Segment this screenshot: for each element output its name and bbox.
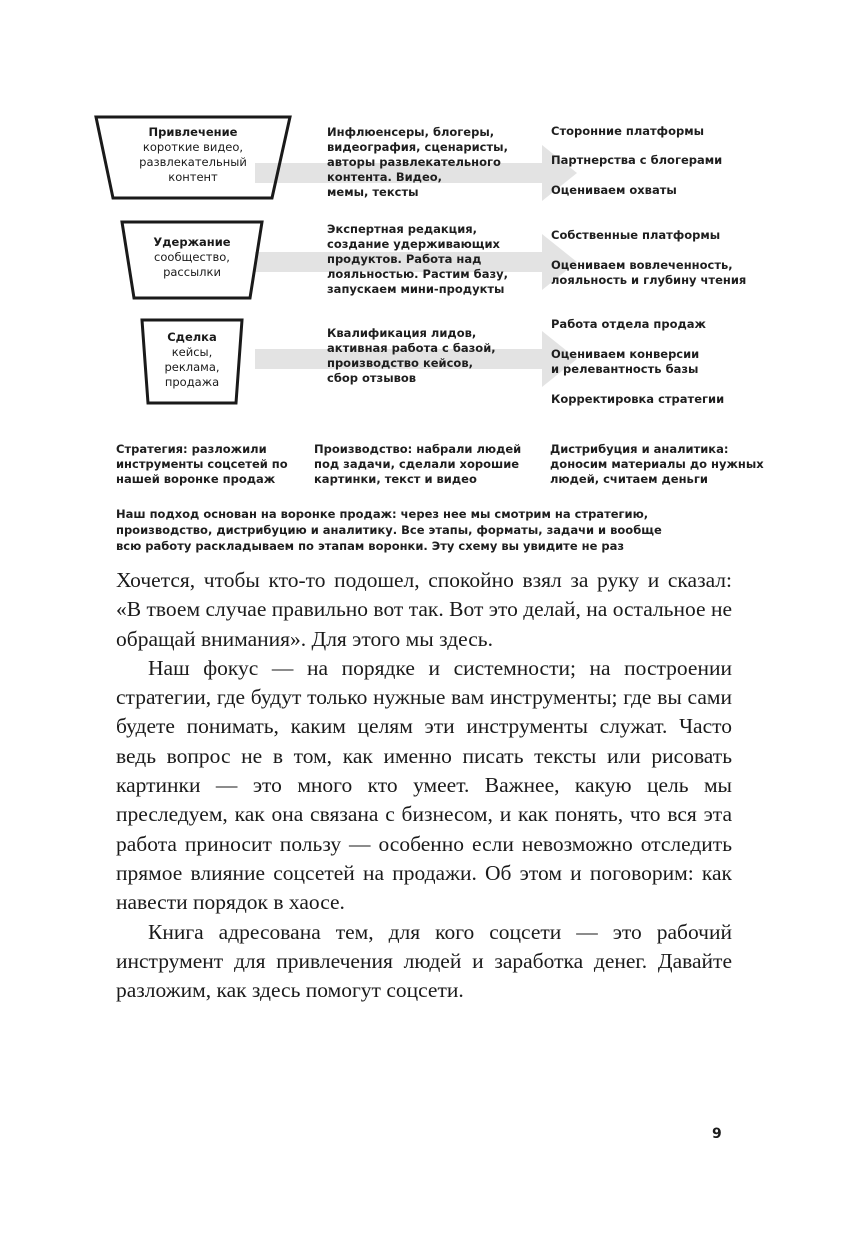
text-line: Экспертная редакция, (327, 222, 478, 236)
text-line: Инфлюенсеры, блогеры, (327, 125, 495, 139)
legend-text: доносим материалы до нужных (550, 457, 764, 471)
stage-3-distribution-item: Работа отдела продаж (551, 317, 706, 331)
stage-subtitle-line: рассылки (163, 265, 221, 279)
legend-production (314, 442, 521, 487)
paragraph: Книга адресована тем, для кого соцсети — это рабочий инструмент для привлечения людей и заработка денег. Давайте разложим, как здесь помогут соцсети. (116, 919, 732, 1003)
stage-title: Привлечение (148, 125, 238, 139)
stage-subtitle-line: сообщество, (154, 250, 230, 264)
stage-title: Сделка (167, 330, 217, 344)
caption-line: Наш подход основан на воронке продаж: через нее мы смотрим на стратегию, (116, 507, 649, 521)
text-line: активная работа с базой, (327, 341, 496, 355)
stage-subtitle-line: развлекательный (139, 155, 247, 169)
stage-1-production-text (327, 125, 508, 200)
legend-text: под задачи, сделали хорошие (314, 457, 520, 471)
paragraph: Наш фокус — на порядке и системности; на построении стратегии, где будут только нужные вам инструменты; где вы сами будете понимать, каким целям эти инструменты служат. Часто ведь вопрос не в том, как именно писать тексты или рисовать картинки — это много кто умеет. Важнее, какую цель мы преследуем, как она связана с бизнесом, и как понять, что вся эта работа приносит пользу — особенно если невозможно отследить прямое влияние соцсетей на продажи. Об этом и поговорим: как навести порядок в хаосе. (116, 655, 732, 915)
legend-text: разложили (191, 442, 267, 456)
body-text (116, 566, 732, 1005)
stage-subtitle-line: продажа (164, 375, 220, 389)
text-line: видеография, сценаристы, (327, 140, 508, 154)
text-line: лояльностью. Растим базу, (327, 267, 509, 281)
stage-2-production-text (327, 222, 508, 297)
caption-line: всю работу раскладываем по этапам воронки. Эту схему вы увидите не раз (116, 539, 625, 553)
stage-3-distribution-item: Корректировка стратегии (551, 392, 725, 406)
funnel-stage-3-label (148, 330, 236, 390)
stage-1-distribution-item: Сторонние платформы (551, 124, 705, 138)
legend-text: картинки, текст и видео (314, 472, 477, 486)
stage-subtitle-line: контент (168, 170, 218, 184)
text-line: продуктов. Работа над (327, 252, 482, 266)
legend-text: набрали людей (416, 442, 522, 456)
legend-text: инструменты соцсетей по (116, 457, 288, 471)
stage-3-distribution-item: Оцениваем конверсии (551, 347, 700, 361)
legend-distribution (550, 442, 764, 487)
text-line: производство кейсов, (327, 356, 473, 370)
text-line: сбор отзывов (327, 371, 417, 385)
legend-label: Производство: (314, 442, 413, 456)
stage-subtitle-line: короткие видео, (142, 140, 244, 154)
caption-line: производство, дистрибуцию и аналитику. Все этапы, форматы, задачи и вообще (116, 523, 662, 537)
text-line: контента. Видео, (327, 170, 443, 184)
stage-1-distribution-item: Оцениваем охваты (551, 183, 677, 197)
legend-text: людей, считаем деньги (550, 472, 708, 486)
stage-3-production-text (327, 326, 496, 386)
stage-title: Удержание (153, 235, 231, 249)
stage-subtitle-line: реклама, (164, 360, 220, 374)
funnel-stage-1-label (113, 125, 273, 185)
stage-2-distribution-item: Оцениваем вовлеченность, (551, 258, 733, 272)
stage-2-distribution-item: Собственные платформы (551, 228, 721, 242)
sales-funnel-diagram (0, 0, 844, 560)
text-line: мемы, тексты (327, 185, 419, 199)
text-line: Квалификация лидов, (327, 326, 477, 340)
legend-label: Стратегия: (116, 442, 188, 456)
stage-3-distribution-item: и релевантность базы (551, 362, 699, 376)
page-number: 9 (712, 1126, 722, 1142)
text-line: запускаем мини-продукты (327, 282, 505, 296)
legend-text: нашей воронке продаж (116, 472, 276, 486)
stage-subtitle-line: кейсы, (171, 345, 213, 359)
paragraph: Хочется, чтобы кто-то подошел, спокойно взял за руку и сказал: «В твоем случае правильно вот так. Вот это делай, на остальное не обращай внимания». Для этого мы здесь. (116, 568, 732, 651)
text-line: создание удерживающих (327, 237, 500, 251)
funnel-stage-2-label (134, 235, 250, 280)
legend-strategy (116, 442, 288, 487)
stage-1-distribution-item: Партнерства с блогерами (551, 153, 723, 167)
figure-caption (116, 506, 756, 554)
stage-2-distribution-item: лояльность и глубину чтения (551, 273, 747, 287)
text-line: авторы развлекательного (327, 155, 501, 169)
legend-label: Дистрибуция и аналитика: (550, 442, 729, 456)
